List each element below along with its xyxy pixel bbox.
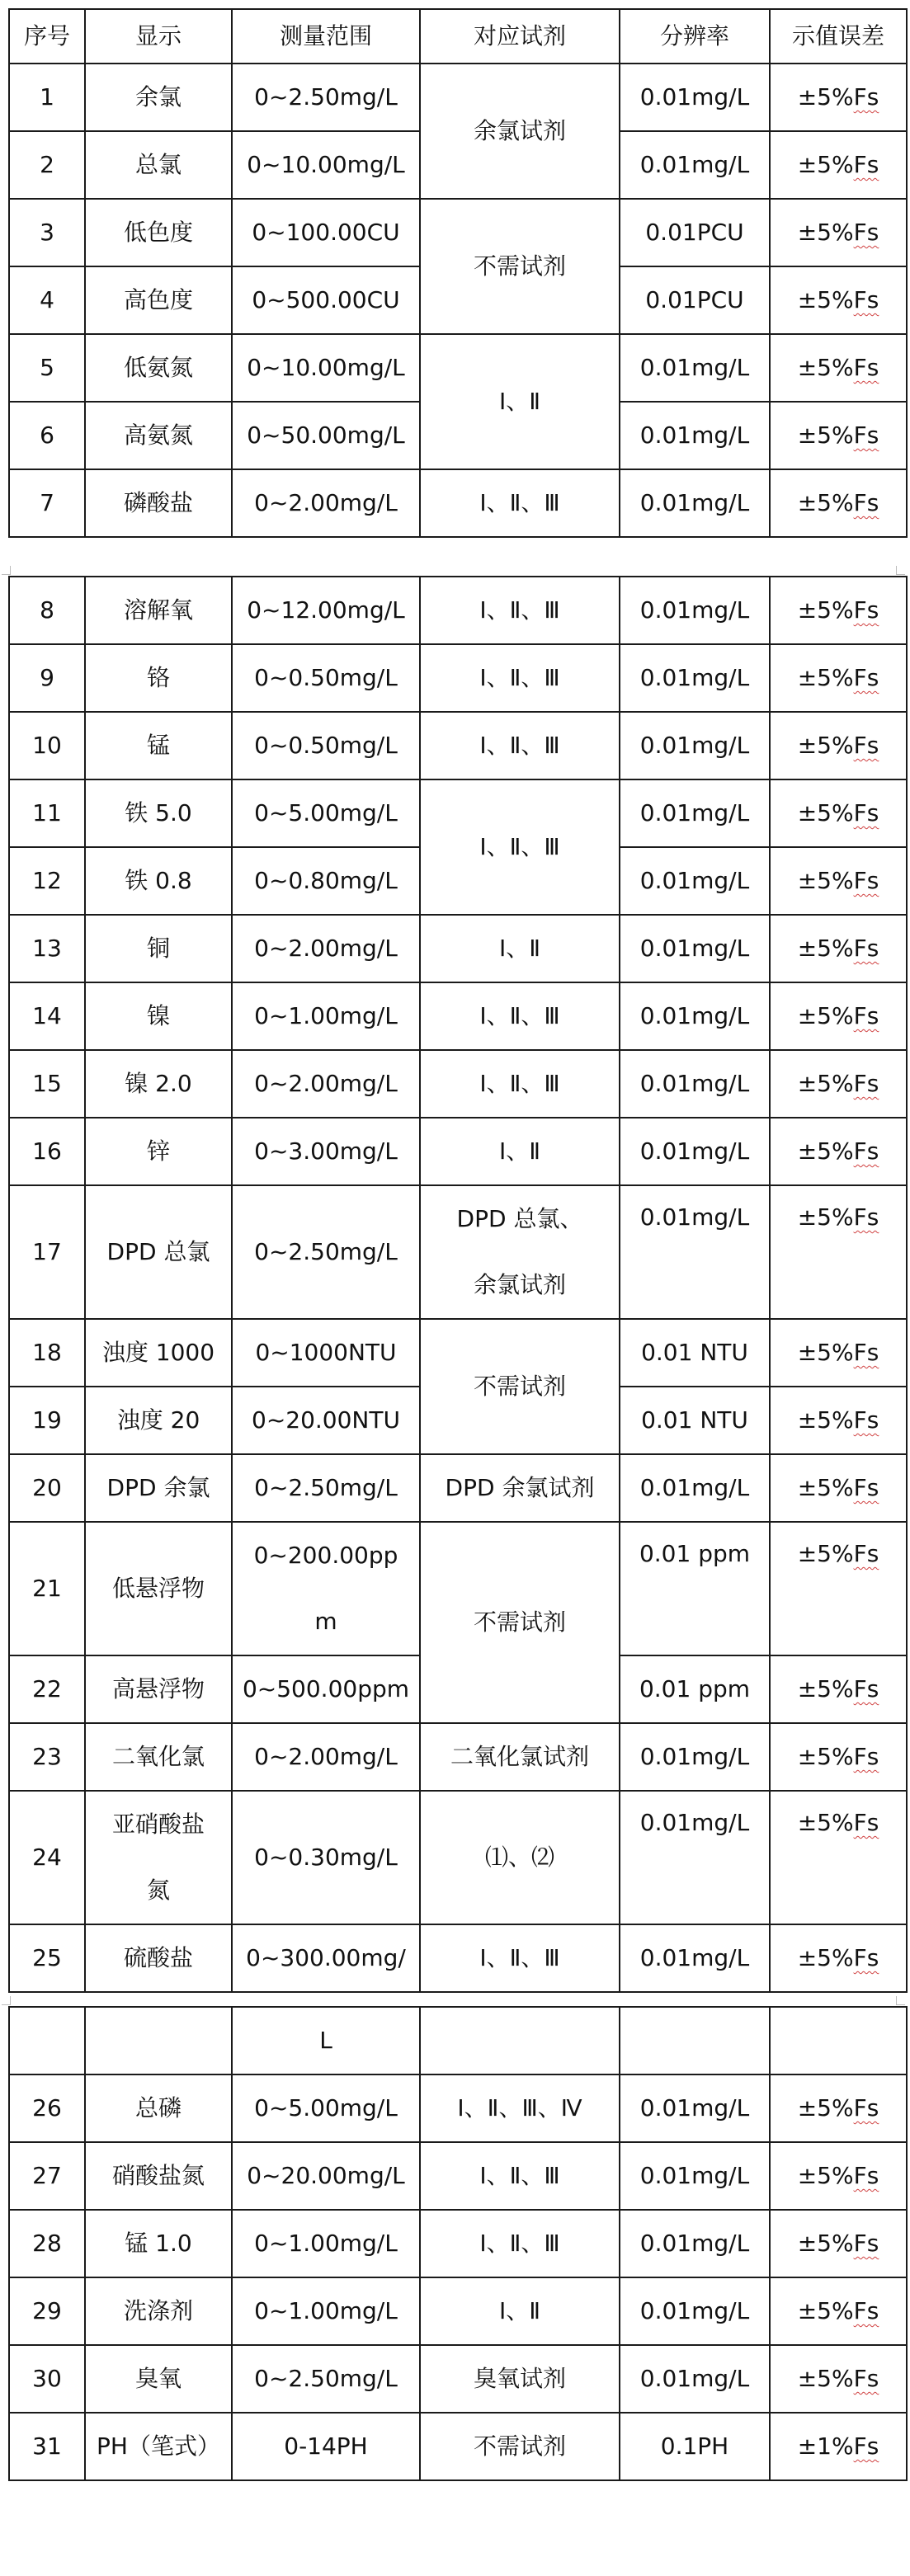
display-name: PH（笔式） (85, 2413, 232, 2480)
resolution: 0.01mg/L (620, 779, 770, 847)
empty-cell (620, 2007, 770, 2074)
table-row (9, 2413, 907, 2480)
reagent: Ⅰ、Ⅱ、Ⅲ (420, 2210, 620, 2277)
error-unit: Fs (853, 1540, 879, 1567)
resolution: 0.01mg/L (620, 2345, 770, 2413)
row-number: 28 (9, 2210, 85, 2277)
error-value: ±5% (797, 1339, 854, 1366)
resolution: 0.01mg/L (620, 1118, 770, 1185)
resolution: 0.01mg/L (620, 2277, 770, 2345)
table-row-continuation (9, 2007, 907, 2074)
reagent: Ⅰ、Ⅱ、Ⅲ (420, 469, 620, 537)
row-number: 11 (9, 779, 85, 847)
display-name: 铁 5.0 (85, 779, 232, 847)
measure-range: 0~500.00CU (232, 266, 420, 334)
display-name: 铬 (85, 644, 232, 712)
table-row (9, 712, 907, 779)
measure-range: 0~1.00mg/L (232, 2210, 420, 2277)
display-name: 磷酸盐 (85, 469, 232, 537)
error-value: ±5% (797, 732, 854, 759)
measure-range: 0~2.00mg/L (232, 1723, 420, 1791)
display-name: 铁 0.8 (85, 847, 232, 915)
name-line: 氮 (146, 1877, 170, 1904)
measure-range: 0~5.00mg/L (232, 2074, 420, 2142)
table-row (9, 1319, 907, 1387)
error-unit: Fs (853, 1070, 879, 1097)
error-cell (770, 712, 907, 779)
error-unit: Fs (853, 1474, 879, 1501)
row-number: 26 (9, 2074, 85, 2142)
row-number: 10 (9, 712, 85, 779)
error-value: ±5% (797, 1675, 854, 1702)
resolution: 0.01 NTU (620, 1387, 770, 1454)
reagent: Ⅰ、Ⅱ、Ⅲ、Ⅳ (420, 2074, 620, 2142)
reagent: DPD 余氯试剂 (420, 1454, 620, 1522)
resolution: 0.01mg/L (620, 712, 770, 779)
row-number: 19 (9, 1387, 85, 1454)
row-number: 24 (9, 1791, 85, 1924)
measure-range: 0~2.50mg/L (232, 64, 420, 131)
error-unit: Fs (853, 489, 879, 516)
error-value: ±5% (797, 421, 854, 449)
error-unit: Fs (853, 354, 879, 381)
resolution: 0.01mg/L (620, 915, 770, 982)
table-row (9, 334, 907, 402)
measure-range: 0~5.00mg/L (232, 779, 420, 847)
page-break-mark (896, 566, 905, 575)
empty-cell (770, 2007, 907, 2074)
measure-range: 0-14PH (232, 2413, 420, 2480)
reagent: Ⅰ、Ⅱ、Ⅲ (420, 712, 620, 779)
error-unit: Fs (853, 1743, 879, 1770)
error-unit: Fs (853, 1809, 879, 1836)
reagent: ⑴、⑵ (420, 1791, 620, 1924)
page-break-mark (2, 1996, 11, 2005)
error-unit: Fs (853, 799, 879, 826)
table-row (9, 469, 907, 537)
error-unit: Fs (853, 219, 879, 246)
row-number: 12 (9, 847, 85, 915)
error-value: ±5% (797, 1002, 854, 1029)
measure-range: L (232, 2007, 420, 2074)
error-value: ±5% (797, 1540, 854, 1567)
error-unit: Fs (853, 935, 879, 962)
error-unit: Fs (853, 732, 879, 759)
error-cell (770, 469, 907, 537)
error-value: ±5% (797, 219, 854, 246)
row-number: 17 (9, 1185, 85, 1319)
error-cell (770, 1924, 907, 1992)
range-line: 0~200.00pp (253, 1542, 398, 1569)
measure-range: 0~500.00ppm (232, 1655, 420, 1723)
error-unit: Fs (853, 2162, 879, 2189)
reagent: Ⅰ、Ⅱ、Ⅲ (420, 1050, 620, 1118)
resolution: 0.01mg/L (620, 64, 770, 131)
reagent: Ⅰ、Ⅱ、Ⅲ (420, 644, 620, 712)
measure-range: 0~0.50mg/L (232, 712, 420, 779)
reagent: Ⅰ、Ⅱ (420, 2277, 620, 2345)
display-name: 余氯 (85, 64, 232, 131)
reagent: Ⅰ、Ⅱ、Ⅲ (420, 577, 620, 644)
reagent: 不需试剂 (420, 199, 620, 334)
row-number: 3 (9, 199, 85, 266)
measure-range: 0~10.00mg/L (232, 334, 420, 402)
display-name: 高氨氮 (85, 402, 232, 469)
reagent: Ⅰ、Ⅱ、Ⅲ (420, 2142, 620, 2210)
resolution: 0.01 NTU (620, 1319, 770, 1387)
measure-range: 0~2.50mg/L (232, 1185, 420, 1319)
name-line: 亚硝酸盐 (111, 1811, 205, 1838)
measure-range: 0~0.80mg/L (232, 847, 420, 915)
display-name: 低色度 (85, 199, 232, 266)
table-row (9, 1454, 907, 1522)
table-row (9, 779, 907, 847)
row-number: 16 (9, 1118, 85, 1185)
empty-cell (9, 2007, 85, 2074)
display-name (85, 1791, 232, 1924)
row-number: 2 (9, 131, 85, 199)
table-row (9, 1118, 907, 1185)
error-value: ±5% (797, 1743, 854, 1770)
reagent: 余氯试剂 (420, 64, 620, 199)
error-cell (770, 2142, 907, 2210)
error-unit: Fs (853, 2094, 879, 2122)
table-row (9, 644, 907, 712)
reagent: Ⅰ、Ⅱ (420, 1118, 620, 1185)
measure-range: 0~10.00mg/L (232, 131, 420, 199)
table-row (9, 1723, 907, 1791)
row-number: 5 (9, 334, 85, 402)
header-cell: 测量范围 (232, 9, 420, 64)
table-row (9, 577, 907, 644)
table-row (9, 1050, 907, 1118)
error-unit: Fs (853, 1339, 879, 1366)
resolution: 0.01mg/L (620, 1050, 770, 1118)
resolution: 0.01PCU (620, 199, 770, 266)
row-number: 8 (9, 577, 85, 644)
resolution: 0.01mg/L (620, 2074, 770, 2142)
table-row (9, 915, 907, 982)
range-line: m (314, 1608, 337, 1635)
error-cell (770, 644, 907, 712)
error-cell (770, 64, 907, 131)
measure-range: 0~300.00mg/ (232, 1924, 420, 1992)
measure-range: 0~1.00mg/L (232, 982, 420, 1050)
row-number: 9 (9, 644, 85, 712)
header-cell: 序号 (9, 9, 85, 64)
table-row (9, 1185, 907, 1319)
measure-range (232, 1522, 420, 1655)
error-unit: Fs (853, 83, 879, 111)
reagent (420, 1185, 620, 1319)
display-name: 锌 (85, 1118, 232, 1185)
table-row (9, 64, 907, 131)
row-number: 1 (9, 64, 85, 131)
page-break-mark (896, 1996, 905, 2005)
measure-range: 0~3.00mg/L (232, 1118, 420, 1185)
error-value: ±5% (797, 2297, 854, 2324)
error-value: ±5% (797, 935, 854, 962)
measure-range: 0~100.00CU (232, 199, 420, 266)
display-name: 镍 2.0 (85, 1050, 232, 1118)
row-number: 15 (9, 1050, 85, 1118)
error-cell (770, 779, 907, 847)
error-cell (770, 266, 907, 334)
error-unit: Fs (853, 151, 879, 178)
resolution: 0.01mg/L (620, 1185, 770, 1319)
error-cell (770, 334, 907, 402)
resolution: 0.01mg/L (620, 847, 770, 915)
display-name: 高色度 (85, 266, 232, 334)
error-cell (770, 1118, 907, 1185)
row-number: 22 (9, 1655, 85, 1723)
resolution: 0.01mg/L (620, 1723, 770, 1791)
resolution: 0.01mg/L (620, 334, 770, 402)
error-cell (770, 1050, 907, 1118)
reagent-line: DPD 总氯、 (456, 1205, 583, 1232)
table-row (9, 199, 907, 266)
row-number: 27 (9, 2142, 85, 2210)
display-name: 溶解氧 (85, 577, 232, 644)
error-cell (770, 1454, 907, 1522)
error-unit: Fs (853, 2432, 879, 2460)
measure-range: 0~2.50mg/L (232, 2345, 420, 2413)
resolution: 0.01mg/L (620, 1924, 770, 1992)
display-name: 铜 (85, 915, 232, 982)
table-row (9, 2142, 907, 2210)
error-cell (770, 1319, 907, 1387)
error-value: ±5% (797, 867, 854, 894)
resolution: 0.01mg/L (620, 2142, 770, 2210)
reagent: 不需试剂 (420, 1522, 620, 1723)
error-value: ±5% (797, 596, 854, 624)
display-name: 低氨氮 (85, 334, 232, 402)
row-number: 30 (9, 2345, 85, 2413)
page-break-mark (2, 566, 11, 575)
reagent: Ⅰ、Ⅱ、Ⅲ (420, 779, 620, 915)
header-cell: 示值误差 (770, 9, 907, 64)
table-row (9, 2345, 907, 2413)
error-unit: Fs (853, 2297, 879, 2324)
display-name: 总磷 (85, 2074, 232, 2142)
display-name: 镍 (85, 982, 232, 1050)
error-cell (770, 982, 907, 1050)
error-value: ±5% (797, 1944, 854, 1971)
display-name: 硝酸盐氮 (85, 2142, 232, 2210)
error-value: ±5% (797, 286, 854, 313)
measure-range: 0~12.00mg/L (232, 577, 420, 644)
resolution: 0.01mg/L (620, 577, 770, 644)
resolution: 0.1PH (620, 2413, 770, 2480)
error-cell (770, 577, 907, 644)
display-name: 锰 (85, 712, 232, 779)
display-name: DPD 余氯 (85, 1454, 232, 1522)
error-value: ±5% (797, 1070, 854, 1097)
error-cell (770, 847, 907, 915)
measure-range: 0~2.00mg/L (232, 1050, 420, 1118)
row-number: 25 (9, 1924, 85, 1992)
empty-cell (85, 2007, 232, 2074)
measure-range: 0~2.00mg/L (232, 915, 420, 982)
spec-table-page-3 (8, 2006, 908, 2481)
error-unit: Fs (853, 2230, 879, 2257)
error-cell (770, 915, 907, 982)
error-value: ±5% (797, 151, 854, 178)
reagent: Ⅰ、Ⅱ、Ⅲ (420, 982, 620, 1050)
resolution: 0.01mg/L (620, 1454, 770, 1522)
reagent: 二氧化氯试剂 (420, 1723, 620, 1791)
error-value: ±5% (797, 1406, 854, 1434)
display-name: DPD 总氯 (85, 1185, 232, 1319)
error-cell (770, 402, 907, 469)
header-row (9, 9, 907, 64)
reagent: Ⅰ、Ⅱ (420, 334, 620, 469)
display-name: 二氧化氯 (85, 1723, 232, 1791)
error-unit: Fs (853, 867, 879, 894)
error-cell (770, 2277, 907, 2345)
error-unit: Fs (853, 1203, 879, 1231)
error-unit: Fs (853, 1406, 879, 1434)
reagent: 不需试剂 (420, 2413, 620, 2480)
row-number: 29 (9, 2277, 85, 2345)
resolution: 0.01mg/L (620, 402, 770, 469)
reagent: Ⅰ、Ⅱ、Ⅲ (420, 1924, 620, 1992)
measure-range: 0~1000NTU (232, 1319, 420, 1387)
display-name: 臭氧 (85, 2345, 232, 2413)
error-cell (770, 1387, 907, 1454)
spec-table-page-1 (8, 8, 908, 538)
error-cell (770, 131, 907, 199)
error-cell (770, 199, 907, 266)
error-unit: Fs (853, 596, 879, 624)
display-name: 高悬浮物 (85, 1655, 232, 1723)
measure-range: 0~20.00mg/L (232, 2142, 420, 2210)
row-number: 7 (9, 469, 85, 537)
error-value: ±5% (797, 354, 854, 381)
header-cell: 显示 (85, 9, 232, 64)
reagent: 臭氧试剂 (420, 2345, 620, 2413)
error-cell (770, 2413, 907, 2480)
table-row (9, 1791, 907, 1924)
table-row (9, 1522, 907, 1655)
header-cell: 对应试剂 (420, 9, 620, 64)
resolution: 0.01mg/L (620, 131, 770, 199)
row-number: 18 (9, 1319, 85, 1387)
error-value: ±5% (797, 664, 854, 691)
row-number: 4 (9, 266, 85, 334)
error-value: ±5% (797, 799, 854, 826)
measure-range: 0~1.00mg/L (232, 2277, 420, 2345)
display-name: 锰 1.0 (85, 2210, 232, 2277)
table-row (9, 2210, 907, 2277)
row-number: 14 (9, 982, 85, 1050)
display-name: 浊度 20 (85, 1387, 232, 1454)
measure-range: 0~0.30mg/L (232, 1791, 420, 1924)
table-row (9, 1924, 907, 1992)
display-name: 浊度 1000 (85, 1319, 232, 1387)
error-cell (770, 1655, 907, 1723)
reagent: Ⅰ、Ⅱ (420, 915, 620, 982)
error-value: ±5% (797, 2094, 854, 2122)
measure-range: 0~0.50mg/L (232, 644, 420, 712)
resolution: 0.01mg/L (620, 982, 770, 1050)
measure-range: 0~2.50mg/L (232, 1454, 420, 1522)
error-value: ±5% (797, 83, 854, 111)
measure-range: 0~2.00mg/L (232, 469, 420, 537)
error-cell (770, 2345, 907, 2413)
empty-cell (420, 2007, 620, 2074)
display-name: 总氯 (85, 131, 232, 199)
display-name: 硫酸盐 (85, 1924, 232, 1992)
error-value: ±5% (797, 2230, 854, 2257)
resolution: 0.01 ppm (620, 1522, 770, 1655)
display-name: 低悬浮物 (85, 1522, 232, 1655)
error-value: ±5% (797, 1203, 854, 1231)
table-row (9, 2074, 907, 2142)
row-number: 31 (9, 2413, 85, 2480)
measure-range: 0~20.00NTU (232, 1387, 420, 1454)
row-number: 21 (9, 1522, 85, 1655)
error-value: ±5% (797, 1474, 854, 1501)
error-cell (770, 2074, 907, 2142)
error-value: ±5% (797, 1137, 854, 1165)
row-number: 13 (9, 915, 85, 982)
error-unit: Fs (853, 664, 879, 691)
error-cell (770, 2210, 907, 2277)
error-unit: Fs (853, 1002, 879, 1029)
row-number: 20 (9, 1454, 85, 1522)
error-unit: Fs (853, 1137, 879, 1165)
spec-table-page-2 (8, 576, 908, 1993)
error-unit: Fs (853, 2365, 879, 2392)
reagent: 不需试剂 (420, 1319, 620, 1454)
resolution: 0.01mg/L (620, 469, 770, 537)
reagent-line: 余氯试剂 (473, 1271, 566, 1298)
error-unit: Fs (853, 1675, 879, 1702)
row-number: 23 (9, 1723, 85, 1791)
error-value: ±5% (797, 1809, 854, 1836)
error-cell (770, 1791, 907, 1924)
table-row (9, 982, 907, 1050)
error-value: ±5% (797, 489, 854, 516)
error-cell (770, 1522, 907, 1655)
error-value: ±5% (797, 2162, 854, 2189)
error-unit: Fs (853, 1944, 879, 1971)
table-row (9, 2277, 907, 2345)
resolution: 0.01 ppm (620, 1655, 770, 1723)
resolution: 0.01mg/L (620, 2210, 770, 2277)
resolution: 0.01mg/L (620, 1791, 770, 1924)
error-unit: Fs (853, 421, 879, 449)
measure-range: 0~50.00mg/L (232, 402, 420, 469)
error-value: ±5% (797, 2365, 854, 2392)
row-number: 6 (9, 402, 85, 469)
error-cell (770, 1723, 907, 1791)
error-cell (770, 1185, 907, 1319)
error-unit: Fs (853, 286, 879, 313)
resolution: 0.01PCU (620, 266, 770, 334)
display-name: 洗涤剂 (85, 2277, 232, 2345)
resolution: 0.01mg/L (620, 644, 770, 712)
error-value: ±1% (797, 2432, 854, 2460)
header-cell: 分辨率 (620, 9, 770, 64)
